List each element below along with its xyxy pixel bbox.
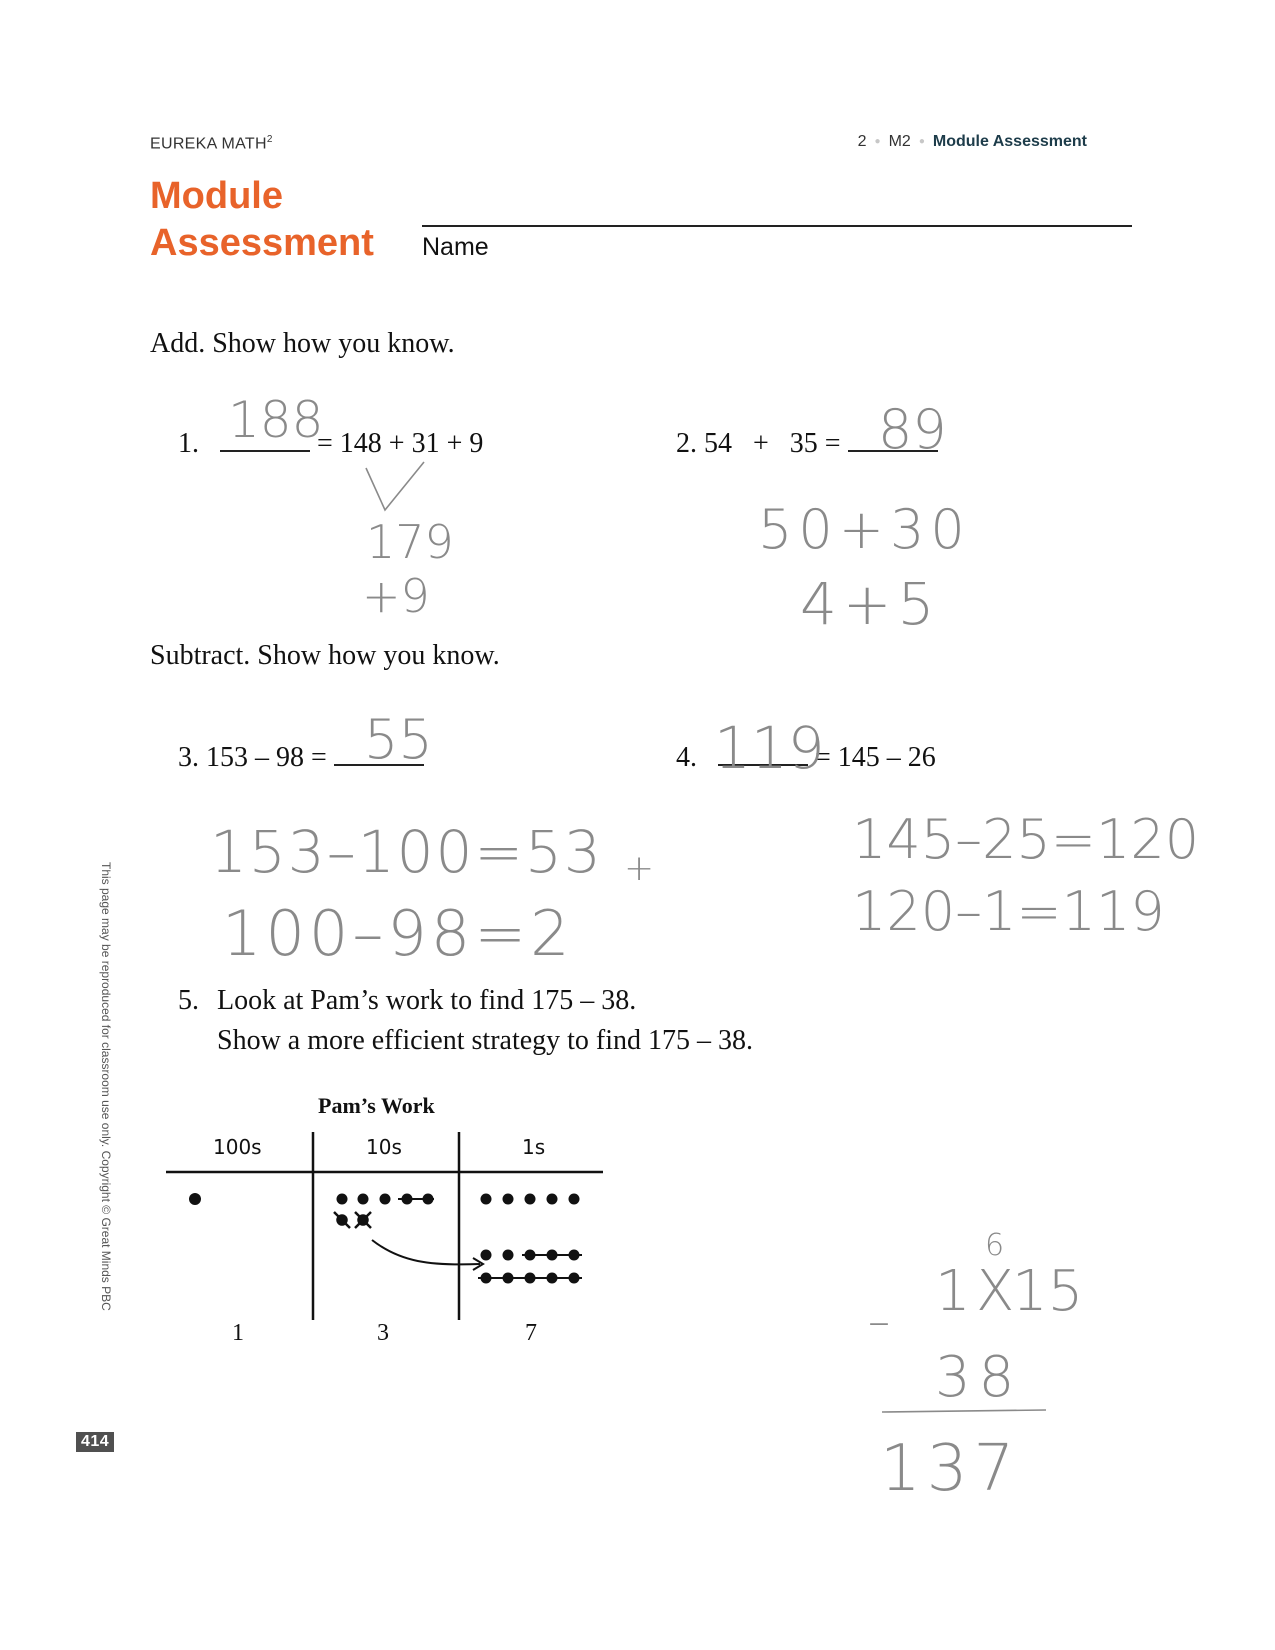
breadcrumb-module: M2: [888, 133, 911, 150]
breadcrumb-separator-icon: ●: [918, 136, 925, 148]
brand-text: EUREKA MATH: [150, 135, 267, 153]
problem-3-number: 3.: [178, 742, 199, 773]
column-header-hundreds: 100s: [213, 1135, 262, 1159]
p5-work-137: 137: [880, 1432, 1021, 1506]
column-header-ones: 1s: [522, 1135, 546, 1159]
subtract-instruction: Subtract. Show how you know.: [150, 640, 500, 671]
title-line-2: Assessment: [150, 222, 374, 264]
p5-sum-line: [882, 1410, 1046, 1412]
p2-answer: 89: [878, 398, 947, 461]
p5-work-38: 38: [935, 1345, 1023, 1410]
p3-work-plus: +: [624, 848, 655, 889]
p4-answer: 119: [714, 714, 825, 782]
p5-work-15: 15: [1012, 1259, 1084, 1324]
title-line-1: Module: [150, 175, 283, 217]
problem-5-line-1: Look at Pam’s work to find 175 – 38.: [217, 985, 637, 1016]
p1-answer: 188: [228, 391, 324, 449]
problem-4-number: 4.: [676, 742, 697, 773]
p3-answer: 55: [364, 708, 433, 771]
p5-work-minus: –: [868, 1296, 890, 1347]
p5-work-crossed-7: X: [976, 1259, 1015, 1324]
problem-1-expression: = 148 + 31 + 9: [317, 428, 484, 459]
problem-3-expression: 153 – 98 =: [206, 742, 327, 773]
breadcrumb-grade: 2: [857, 133, 867, 150]
problem-5-number: 5.: [178, 985, 199, 1016]
page-number: 414: [76, 1432, 114, 1452]
column-header-tens: 10s: [366, 1135, 402, 1159]
p3-work-line-2: 100–98=2: [222, 897, 574, 970]
problem-2-number: 2.: [676, 428, 697, 459]
result-hundreds: 1: [232, 1320, 244, 1346]
problem-1-number: 1.: [178, 428, 199, 459]
problem-5-line-2: Show a more efficient strategy to find 175 – 38.: [217, 1025, 754, 1056]
p3-work-line-1: 153–100=53: [210, 818, 603, 886]
p1-work-line-1: 179: [366, 515, 454, 569]
p2-work-line-1: 50+30: [758, 498, 971, 561]
name-label: Name: [422, 233, 489, 261]
pams-work-title: Pam’s Work: [318, 1093, 435, 1118]
add-instruction: Add. Show how you know.: [150, 328, 455, 359]
breadcrumb-separator-icon: ●: [874, 136, 881, 148]
problem-2-expression: 54 + 35 =: [704, 428, 841, 459]
result-ones: 7: [525, 1320, 537, 1346]
p5-work-digit-1: 1: [935, 1259, 971, 1324]
copyright-text: This page may be reproduced for classroom use only. Copyright © Great Minds PBC: [99, 862, 113, 1311]
p1-work-line-2: +9: [362, 569, 430, 623]
p4-work-line-1: 145–25=120: [852, 808, 1200, 871]
brand-superscript: 2: [266, 134, 273, 145]
p5-work-regroup-6: 6: [985, 1228, 1005, 1263]
p4-work-line-2: 120–1=119: [852, 880, 1165, 943]
problem-4-expression: = 145 – 26: [815, 742, 936, 773]
p2-work-line-2: 4+5: [800, 570, 941, 638]
p1-checkmark-icon: [366, 462, 424, 510]
breadcrumb-current: Module Assessment: [932, 133, 1087, 150]
copyright-side-note: [99, 862, 117, 1402]
result-tens: 3: [377, 1320, 389, 1346]
